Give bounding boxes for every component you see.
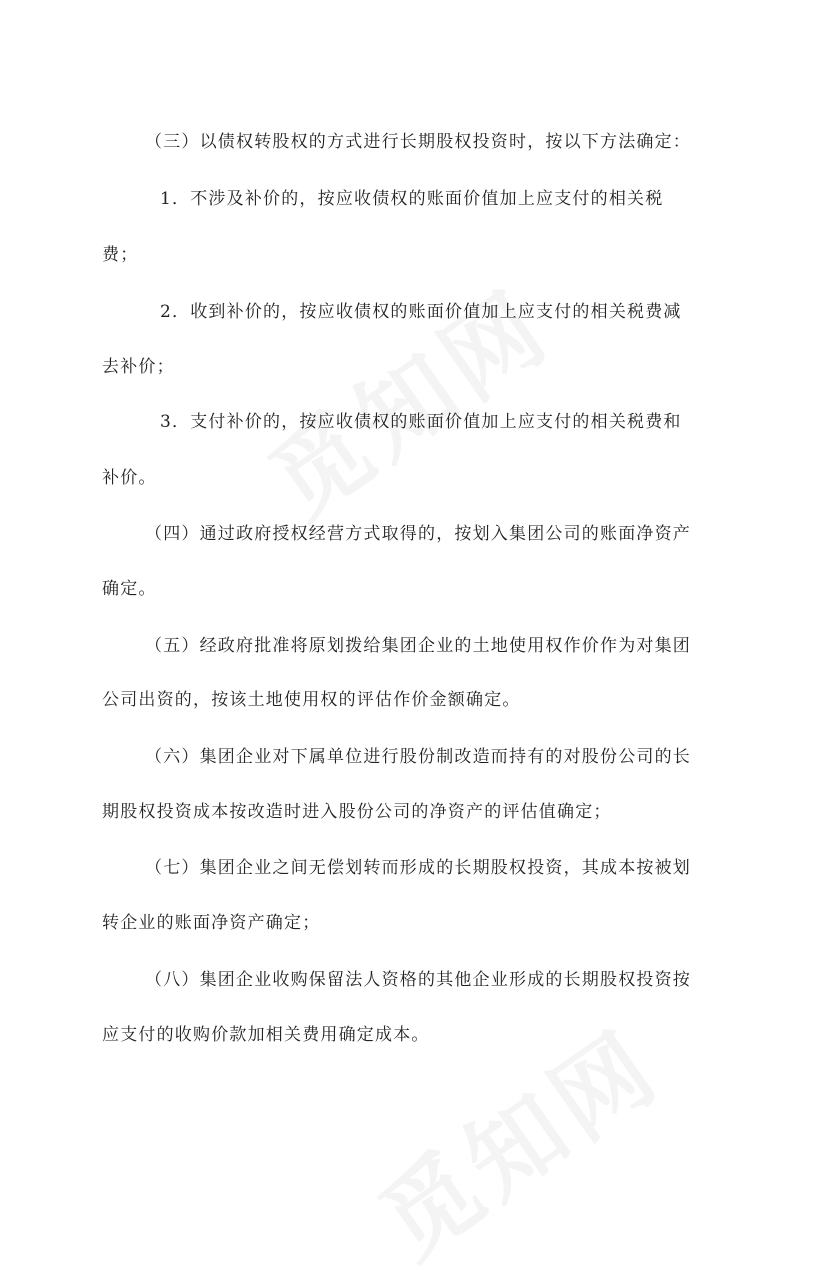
paragraph-line: 期股权投资成本按改造时进入股份公司的净资产的评估值确定； xyxy=(102,802,612,822)
paragraph-line: 1．不涉及补价的，按应收债权的账面价值加上应支付的相关税 xyxy=(160,189,664,209)
paragraph-line: 2．收到补价的，按应收债权的账面价值加上应支付的相关税费减 xyxy=(160,302,682,322)
paragraph-line: （四）通过政府授权经营方式取得的，按划入集团公司的账面净资产 xyxy=(145,524,691,544)
paragraph-line: （六）集团企业对下属单位进行股份制改造而持有的对股份公司的长 xyxy=(145,747,691,767)
paragraph-line: 应支付的收购价款加相关费用确定成本。 xyxy=(102,1025,430,1045)
paragraph-line: （五）经政府批准将原划拨给集团企业的土地使用权作价作为对集团 xyxy=(145,636,691,656)
paragraph-line: （八）集团企业收购保留法人资格的其他企业形成的长期股权投资按 xyxy=(145,970,691,990)
paragraph-line: 3．支付补价的，按应收债权的账面价值加上应支付的相关税费和 xyxy=(160,412,682,432)
paragraph-line: 去补价； xyxy=(102,357,175,377)
paragraph-line: （七）集团企业之间无偿划转而形成的长期股权投资，其成本按被划 xyxy=(145,858,691,878)
paragraph-line: 费； xyxy=(102,245,139,265)
paragraph-line: 确定。 xyxy=(102,579,157,599)
watermark xyxy=(239,253,573,544)
paragraph-line: （三）以债权转股权的方式进行长期股权投资时，按以下方法确定： xyxy=(145,132,691,152)
paragraph-line: 补价。 xyxy=(102,468,157,488)
paragraph-line: 公司出资的，按该土地使用权的评估作价金额确定。 xyxy=(102,690,521,710)
paragraph-line: 转企业的账面净资产确定； xyxy=(102,913,321,933)
